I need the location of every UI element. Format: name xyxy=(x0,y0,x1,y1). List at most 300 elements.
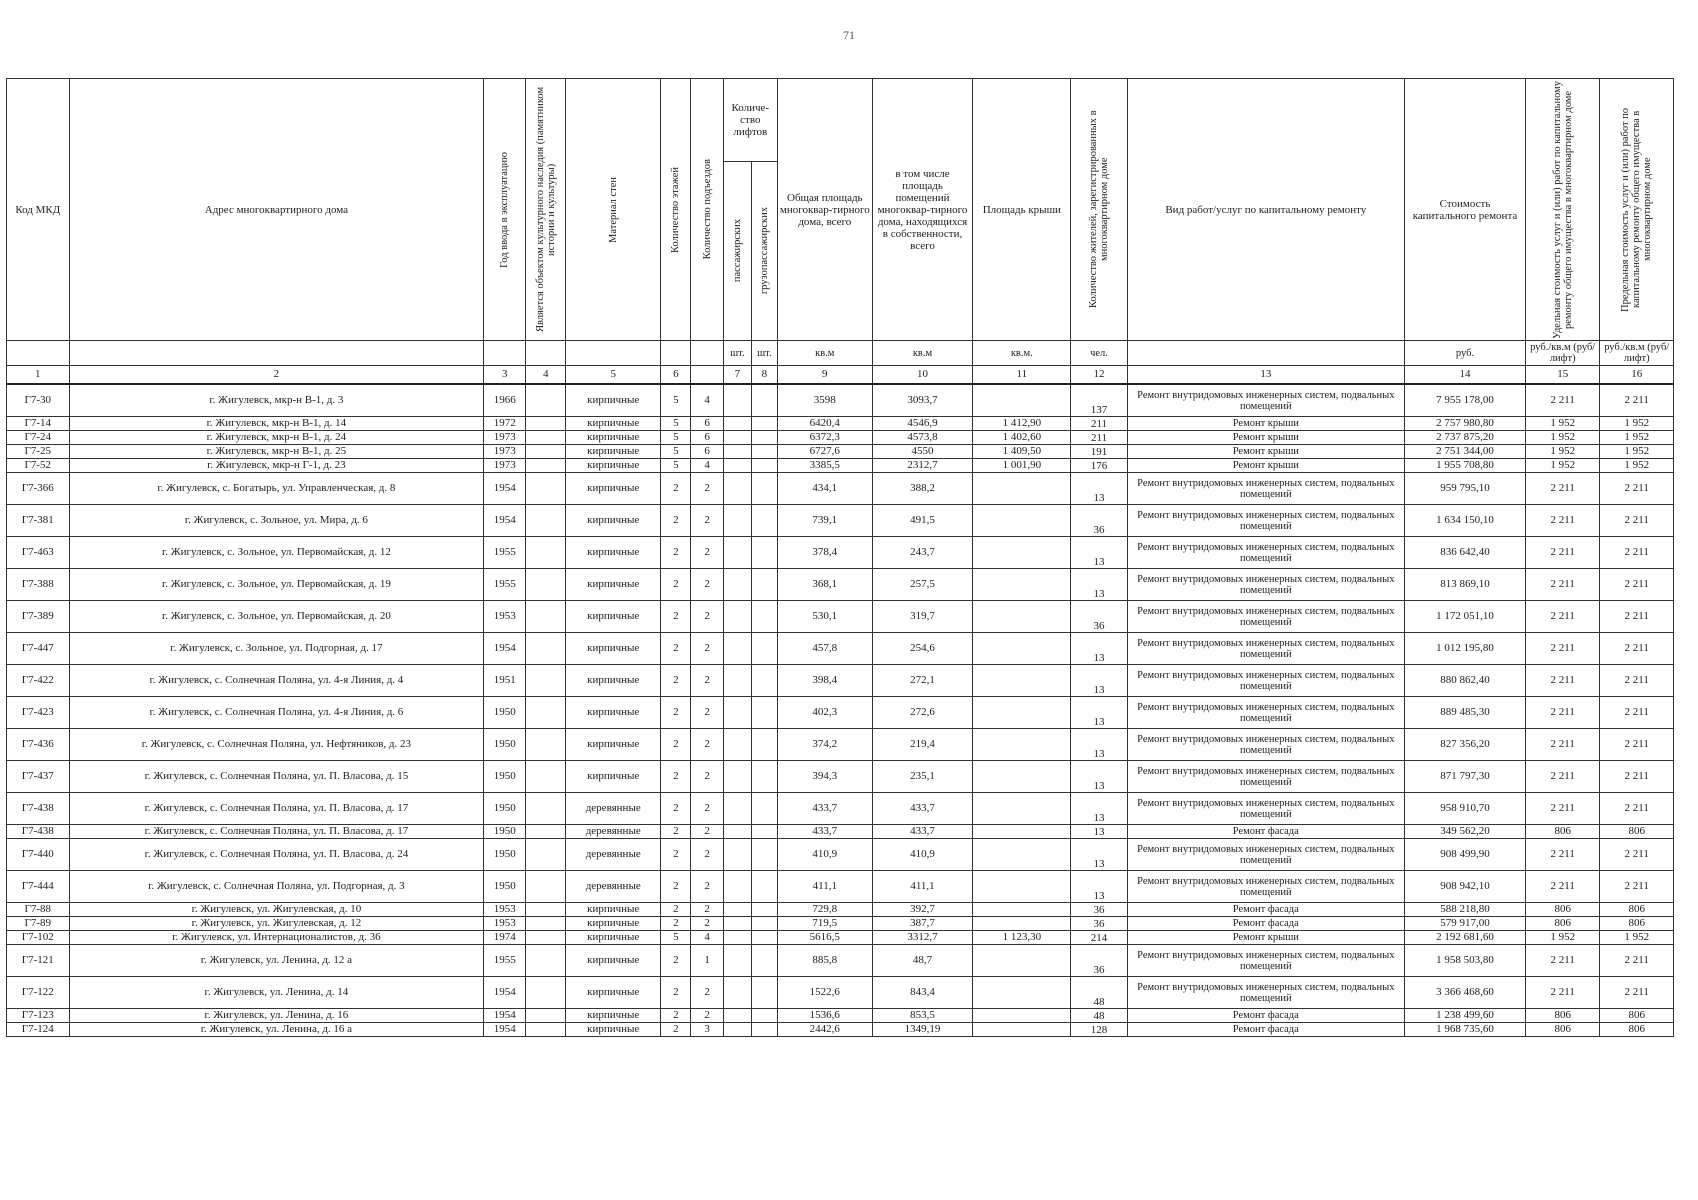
cell-lifts-pass xyxy=(723,473,751,505)
table-row xyxy=(7,903,1674,917)
cell-limit-cost: 1 952 xyxy=(1600,459,1674,473)
cell-total-area: 530,1 xyxy=(777,601,872,633)
cell-work-type: Ремонт крыши xyxy=(1127,931,1404,945)
cell-heritage xyxy=(526,697,566,729)
cell-cost: 349 562,20 xyxy=(1405,825,1526,839)
cell-lifts-cargo xyxy=(751,903,777,917)
cell-code: Г7-89 xyxy=(7,917,70,931)
header-lifts-pass: пассажирских xyxy=(723,162,751,341)
cell-residents: 137 xyxy=(1071,384,1127,417)
cell-owned-area: 272,1 xyxy=(872,665,972,697)
cell-lifts-cargo xyxy=(751,417,777,431)
cell-cost: 813 869,10 xyxy=(1405,569,1526,601)
cell-year: 1953 xyxy=(484,917,526,931)
cell-owned-area: 319,7 xyxy=(872,601,972,633)
cell-unit-cost: 806 xyxy=(1525,1023,1599,1037)
cell-code: Г7-24 xyxy=(7,431,70,445)
cell-cost: 908 499,90 xyxy=(1405,839,1526,871)
cell-owned-area: 48,7 xyxy=(872,945,972,977)
cell-entrances: 2 xyxy=(691,473,723,505)
cell-lifts-cargo xyxy=(751,977,777,1009)
cell-address: г. Жигулевск, с. Солнечная Поляна, ул. 4-я Линия, д. 4 xyxy=(69,665,484,697)
cell-floors: 2 xyxy=(661,977,691,1009)
cell-lifts-pass xyxy=(723,537,751,569)
cell-heritage xyxy=(526,505,566,537)
column-numbers-row xyxy=(7,366,1674,385)
cell-wall-material: кирпичные xyxy=(566,569,661,601)
column-number: 4 xyxy=(526,366,566,385)
cell-lifts-pass xyxy=(723,977,751,1009)
cell-year: 1973 xyxy=(484,445,526,459)
cell-wall-material: кирпичные xyxy=(566,445,661,459)
cell-heritage xyxy=(526,839,566,871)
cell-unit-cost: 2 211 xyxy=(1525,761,1599,793)
cell-roof-area xyxy=(973,761,1071,793)
column-number: 11 xyxy=(973,366,1071,385)
cell-residents: 13 xyxy=(1071,697,1127,729)
cell-unit-cost: 2 211 xyxy=(1525,839,1599,871)
cell-heritage xyxy=(526,431,566,445)
cell-owned-area: 3093,7 xyxy=(872,384,972,417)
cell-unit-cost: 806 xyxy=(1525,903,1599,917)
cell-work-type: Ремонт внутридомовых инженерных систем, подвальных помещений xyxy=(1127,633,1404,665)
cell-heritage xyxy=(526,793,566,825)
cell-roof-area: 1 402,60 xyxy=(973,431,1071,445)
page-number: 71 xyxy=(843,28,855,42)
column-number: 14 xyxy=(1405,366,1526,385)
cell-unit-cost: 2 211 xyxy=(1525,537,1599,569)
cell-owned-area: 235,1 xyxy=(872,761,972,793)
cell-residents: 36 xyxy=(1071,917,1127,931)
cell-limit-cost: 2 211 xyxy=(1600,839,1674,871)
cell-heritage xyxy=(526,903,566,917)
table-row xyxy=(7,537,1674,569)
cell-total-area: 410,9 xyxy=(777,839,872,871)
cell-year: 1950 xyxy=(484,839,526,871)
cell-total-area: 378,4 xyxy=(777,537,872,569)
table-row xyxy=(7,761,1674,793)
column-number: 16 xyxy=(1600,366,1674,385)
cell-lifts-pass xyxy=(723,903,751,917)
cell-total-area: 3598 xyxy=(777,384,872,417)
cell-lifts-pass xyxy=(723,431,751,445)
cell-year: 1972 xyxy=(484,417,526,431)
cell-entrances: 2 xyxy=(691,977,723,1009)
cell-work-type: Ремонт внутридомовых инженерных систем, подвальных помещений xyxy=(1127,761,1404,793)
cell-entrances: 4 xyxy=(691,384,723,417)
table-header xyxy=(7,79,1674,385)
cell-roof-area xyxy=(973,473,1071,505)
cell-year: 1955 xyxy=(484,537,526,569)
cell-owned-area: 843,4 xyxy=(872,977,972,1009)
cell-total-area: 5616,5 xyxy=(777,931,872,945)
table-row xyxy=(7,931,1674,945)
cell-limit-cost: 1 952 xyxy=(1600,445,1674,459)
cell-lifts-pass xyxy=(723,601,751,633)
cell-floors: 5 xyxy=(661,445,691,459)
cell-work-type: Ремонт внутридомовых инженерных систем, подвальных помещений xyxy=(1127,729,1404,761)
header-heritage: Является объектом культурного наследия (памятником истории и культуры) xyxy=(526,79,566,341)
cell-wall-material: кирпичные xyxy=(566,384,661,417)
header-entrances: Количество подъездов xyxy=(691,79,723,341)
cell-owned-area: 3312,7 xyxy=(872,931,972,945)
cell-work-type: Ремонт внутридомовых инженерных систем, подвальных помещений xyxy=(1127,665,1404,697)
cell-roof-area: 1 001,90 xyxy=(973,459,1071,473)
cell-roof-area xyxy=(973,1009,1071,1023)
cell-owned-area: 388,2 xyxy=(872,473,972,505)
cell-wall-material: кирпичные xyxy=(566,729,661,761)
cell-unit-cost: 2 211 xyxy=(1525,505,1599,537)
cell-year: 1966 xyxy=(484,384,526,417)
cell-cost: 959 795,10 xyxy=(1405,473,1526,505)
cell-owned-area: 387,7 xyxy=(872,917,972,931)
unit-roof-area: кв.м. xyxy=(973,341,1071,366)
cell-wall-material: кирпичные xyxy=(566,601,661,633)
cell-heritage xyxy=(526,601,566,633)
cell-floors: 2 xyxy=(661,793,691,825)
cell-unit-cost: 2 211 xyxy=(1525,473,1599,505)
cell-year: 1954 xyxy=(484,977,526,1009)
cell-roof-area: 1 412,90 xyxy=(973,417,1071,431)
cell-lifts-cargo xyxy=(751,459,777,473)
cell-lifts-pass xyxy=(723,761,751,793)
cell-address: г. Жигулевск, ул. Ленина, д. 14 xyxy=(69,977,484,1009)
cell-roof-area xyxy=(973,633,1071,665)
cell-code: Г7-389 xyxy=(7,601,70,633)
cell-work-type: Ремонт крыши xyxy=(1127,459,1404,473)
cell-work-type: Ремонт крыши xyxy=(1127,431,1404,445)
cell-residents: 13 xyxy=(1071,761,1127,793)
cell-floors: 2 xyxy=(661,537,691,569)
cell-wall-material: кирпичные xyxy=(566,633,661,665)
cell-entrances: 2 xyxy=(691,917,723,931)
cell-lifts-pass xyxy=(723,945,751,977)
cell-limit-cost: 2 211 xyxy=(1600,537,1674,569)
cell-unit-cost: 806 xyxy=(1525,1009,1599,1023)
cell-code: Г7-14 xyxy=(7,417,70,431)
cell-unit-cost: 2 211 xyxy=(1525,601,1599,633)
cell-wall-material: деревянные xyxy=(566,839,661,871)
cell-roof-area xyxy=(973,665,1071,697)
cell-total-area: 1522,6 xyxy=(777,977,872,1009)
cell-cost: 827 356,20 xyxy=(1405,729,1526,761)
cell-residents: 211 xyxy=(1071,431,1127,445)
cell-floors: 2 xyxy=(661,505,691,537)
cell-limit-cost: 2 211 xyxy=(1600,505,1674,537)
header-owned-area: в том числе площадь помещений многоквар-тирного дома, находящихся в собственности, всего xyxy=(872,79,972,341)
cell-lifts-cargo xyxy=(751,569,777,601)
cell-limit-cost: 2 211 xyxy=(1600,977,1674,1009)
cell-limit-cost: 1 952 xyxy=(1600,417,1674,431)
cell-cost: 3 366 468,60 xyxy=(1405,977,1526,1009)
cell-heritage xyxy=(526,871,566,903)
header-year: Год ввода в эксплуатацию xyxy=(484,79,526,341)
cell-total-area: 434,1 xyxy=(777,473,872,505)
cell-lifts-cargo xyxy=(751,945,777,977)
cell-limit-cost: 2 211 xyxy=(1600,945,1674,977)
cell-wall-material: кирпичные xyxy=(566,665,661,697)
cell-floors: 5 xyxy=(661,431,691,445)
cell-heritage xyxy=(526,931,566,945)
cell-address: г. Жигулевск, мкр-н Г-1, д. 23 xyxy=(69,459,484,473)
cell-cost: 1 968 735,60 xyxy=(1405,1023,1526,1037)
cell-entrances: 6 xyxy=(691,445,723,459)
column-number: 8 xyxy=(751,366,777,385)
table-row xyxy=(7,977,1674,1009)
cell-owned-area: 243,7 xyxy=(872,537,972,569)
cell-lifts-pass xyxy=(723,697,751,729)
cell-year: 1950 xyxy=(484,793,526,825)
cell-heritage xyxy=(526,417,566,431)
cell-floors: 2 xyxy=(661,903,691,917)
cell-lifts-pass xyxy=(723,459,751,473)
cell-floors: 2 xyxy=(661,473,691,505)
column-number: 9 xyxy=(777,366,872,385)
cell-year: 1953 xyxy=(484,601,526,633)
header-lifts: Количе-ство лифтов xyxy=(723,79,777,162)
cell-wall-material: кирпичные xyxy=(566,473,661,505)
cell-total-area: 368,1 xyxy=(777,569,872,601)
cell-code: Г7-437 xyxy=(7,761,70,793)
cell-lifts-pass xyxy=(723,665,751,697)
cell-heritage xyxy=(526,459,566,473)
cell-lifts-pass xyxy=(723,931,751,945)
cell-lifts-cargo xyxy=(751,665,777,697)
cell-work-type: Ремонт фасада xyxy=(1127,903,1404,917)
cell-floors: 5 xyxy=(661,459,691,473)
cell-floors: 5 xyxy=(661,417,691,431)
cell-unit-cost: 1 952 xyxy=(1525,431,1599,445)
cell-roof-area xyxy=(973,729,1071,761)
cell-limit-cost: 2 211 xyxy=(1600,665,1674,697)
cell-year: 1954 xyxy=(484,473,526,505)
cell-cost: 871 797,30 xyxy=(1405,761,1526,793)
cell-code: Г7-121 xyxy=(7,945,70,977)
cell-entrances: 1 xyxy=(691,945,723,977)
cell-total-area: 739,1 xyxy=(777,505,872,537)
cell-code: Г7-366 xyxy=(7,473,70,505)
cell-address: г. Жигулевск, с. Зольное, ул. Первомайская, д. 20 xyxy=(69,601,484,633)
cell-code: Г7-436 xyxy=(7,729,70,761)
cell-unit-cost: 2 211 xyxy=(1525,793,1599,825)
cell-work-type: Ремонт внутридомовых инженерных систем, подвальных помещений xyxy=(1127,871,1404,903)
cell-address: г. Жигулевск, с. Солнечная Поляна, ул. П. Власова, д. 17 xyxy=(69,793,484,825)
cell-work-type: Ремонт внутридомовых инженерных систем, подвальных помещений xyxy=(1127,839,1404,871)
cell-limit-cost: 2 211 xyxy=(1600,384,1674,417)
cell-cost: 1 634 150,10 xyxy=(1405,505,1526,537)
cell-floors: 2 xyxy=(661,729,691,761)
cell-residents: 13 xyxy=(1071,633,1127,665)
cell-entrances: 6 xyxy=(691,417,723,431)
cell-entrances: 2 xyxy=(691,601,723,633)
cell-address: г. Жигулевск, с. Солнечная Поляна, ул. Нефтяников, д. 23 xyxy=(69,729,484,761)
cell-year: 1953 xyxy=(484,903,526,917)
cell-unit-cost: 2 211 xyxy=(1525,569,1599,601)
cell-roof-area xyxy=(973,825,1071,839)
cell-year: 1954 xyxy=(484,1009,526,1023)
cell-floors: 2 xyxy=(661,633,691,665)
cell-owned-area: 219,4 xyxy=(872,729,972,761)
cell-year: 1950 xyxy=(484,697,526,729)
cell-lifts-cargo xyxy=(751,697,777,729)
cell-total-area: 1536,6 xyxy=(777,1009,872,1023)
cell-cost: 1 958 503,80 xyxy=(1405,945,1526,977)
cell-floors: 2 xyxy=(661,1023,691,1037)
cell-address: г. Жигулевск, с. Зольное, ул. Первомайская, д. 19 xyxy=(69,569,484,601)
cell-total-area: 6420,4 xyxy=(777,417,872,431)
cell-lifts-cargo xyxy=(751,871,777,903)
cell-roof-area: 1 409,50 xyxy=(973,445,1071,459)
header-lifts-cargo: грузопассажирских xyxy=(751,162,777,341)
table-row xyxy=(7,384,1674,417)
cell-roof-area xyxy=(973,839,1071,871)
cell-code: Г7-123 xyxy=(7,1009,70,1023)
cell-lifts-pass xyxy=(723,839,751,871)
table-row xyxy=(7,1023,1674,1037)
cell-residents: 36 xyxy=(1071,505,1127,537)
cell-limit-cost: 2 211 xyxy=(1600,793,1674,825)
header-cost: Стоимость капитального ремонта xyxy=(1405,79,1526,341)
cell-wall-material: кирпичные xyxy=(566,903,661,917)
cell-entrances: 2 xyxy=(691,697,723,729)
cell-roof-area xyxy=(973,505,1071,537)
cell-address: г. Жигулевск, с. Зольное, ул. Мира, д. 6 xyxy=(69,505,484,537)
table-row xyxy=(7,633,1674,665)
table-row xyxy=(7,473,1674,505)
cell-owned-area: 433,7 xyxy=(872,793,972,825)
cell-floors: 2 xyxy=(661,761,691,793)
cell-address: г. Жигулевск, с. Солнечная Поляна, ул. Подгорная, д. 3 xyxy=(69,871,484,903)
header-floors: Количество этажей xyxy=(661,79,691,341)
cell-year: 1974 xyxy=(484,931,526,945)
cell-unit-cost: 1 952 xyxy=(1525,445,1599,459)
cell-entrances: 2 xyxy=(691,793,723,825)
cell-limit-cost: 1 952 xyxy=(1600,931,1674,945)
cell-residents: 191 xyxy=(1071,445,1127,459)
cell-roof-area xyxy=(973,871,1071,903)
cell-owned-area: 257,5 xyxy=(872,569,972,601)
column-number: 7 xyxy=(723,366,751,385)
cell-total-area: 398,4 xyxy=(777,665,872,697)
cell-total-area: 719,5 xyxy=(777,917,872,931)
cell-residents: 214 xyxy=(1071,931,1127,945)
cell-floors: 2 xyxy=(661,697,691,729)
cell-work-type: Ремонт крыши xyxy=(1127,445,1404,459)
cell-cost: 1 012 195,80 xyxy=(1405,633,1526,665)
cell-year: 1950 xyxy=(484,871,526,903)
cell-lifts-cargo xyxy=(751,384,777,417)
cell-address: г. Жигулевск, ул. Ленина, д. 16 xyxy=(69,1009,484,1023)
cell-total-area: 885,8 xyxy=(777,945,872,977)
column-number: 15 xyxy=(1525,366,1599,385)
cell-floors: 2 xyxy=(661,839,691,871)
header-roof-area: Площадь крыши xyxy=(973,79,1071,341)
unit-owned-area: кв.м xyxy=(872,341,972,366)
cell-address: г. Жигулевск, мкр-н В-1, д. 25 xyxy=(69,445,484,459)
cell-lifts-cargo xyxy=(751,537,777,569)
cell-total-area: 402,3 xyxy=(777,697,872,729)
cell-residents: 13 xyxy=(1071,871,1127,903)
cell-year: 1950 xyxy=(484,729,526,761)
cell-heritage xyxy=(526,445,566,459)
cell-address: г. Жигулевск, с. Солнечная Поляна, ул. П. Власова, д. 15 xyxy=(69,761,484,793)
cell-year: 1950 xyxy=(484,761,526,793)
cell-entrances: 2 xyxy=(691,633,723,665)
cell-unit-cost: 2 211 xyxy=(1525,697,1599,729)
cell-code: Г7-124 xyxy=(7,1023,70,1037)
cell-heritage xyxy=(526,633,566,665)
cell-heritage xyxy=(526,917,566,931)
cell-heritage xyxy=(526,945,566,977)
cell-lifts-cargo xyxy=(751,825,777,839)
column-number: 13 xyxy=(1127,366,1404,385)
table-row xyxy=(7,505,1674,537)
table-row xyxy=(7,917,1674,931)
cell-limit-cost: 2 211 xyxy=(1600,601,1674,633)
cell-address: г. Жигулевск, ул. Ленина, д. 12 а xyxy=(69,945,484,977)
cell-code: Г7-444 xyxy=(7,871,70,903)
cell-residents: 13 xyxy=(1071,569,1127,601)
cell-heritage xyxy=(526,977,566,1009)
cell-work-type: Ремонт внутридомовых инженерных систем, подвальных помещений xyxy=(1127,505,1404,537)
cell-owned-area: 411,1 xyxy=(872,871,972,903)
cell-wall-material: кирпичные xyxy=(566,945,661,977)
cell-lifts-cargo xyxy=(751,761,777,793)
cell-owned-area: 410,9 xyxy=(872,839,972,871)
cell-residents: 13 xyxy=(1071,473,1127,505)
cell-code: Г7-30 xyxy=(7,384,70,417)
cell-wall-material: кирпичные xyxy=(566,1009,661,1023)
cell-cost: 579 917,00 xyxy=(1405,917,1526,931)
cell-lifts-pass xyxy=(723,1023,751,1037)
cell-total-area: 374,2 xyxy=(777,729,872,761)
cell-total-area: 3385,5 xyxy=(777,459,872,473)
cell-year: 1973 xyxy=(484,459,526,473)
cell-entrances: 2 xyxy=(691,761,723,793)
cell-cost: 1 955 708,80 xyxy=(1405,459,1526,473)
cell-lifts-pass xyxy=(723,505,751,537)
cell-address: г. Жигулевск, с. Зольное, ул. Подгорная, д. 17 xyxy=(69,633,484,665)
cell-wall-material: кирпичные xyxy=(566,977,661,1009)
cell-entrances: 6 xyxy=(691,431,723,445)
cell-unit-cost: 2 211 xyxy=(1525,945,1599,977)
cell-floors: 2 xyxy=(661,601,691,633)
cell-code: Г7-25 xyxy=(7,445,70,459)
cell-year: 1951 xyxy=(484,665,526,697)
cell-address: г. Жигулевск, с. Солнечная Поляна, ул. П. Власова, д. 24 xyxy=(69,839,484,871)
cell-year: 1954 xyxy=(484,633,526,665)
unit-lifts-cargo: шт. xyxy=(751,341,777,366)
cell-roof-area xyxy=(973,793,1071,825)
column-number: 10 xyxy=(872,366,972,385)
cell-residents: 13 xyxy=(1071,839,1127,871)
units-row xyxy=(7,341,1674,366)
cell-floors: 2 xyxy=(661,569,691,601)
cell-address: г. Жигулевск, с. Зольное, ул. Первомайская, д. 12 xyxy=(69,537,484,569)
cell-entrances: 2 xyxy=(691,665,723,697)
column-number: 5 xyxy=(566,366,661,385)
cell-work-type: Ремонт фасада xyxy=(1127,917,1404,931)
cell-residents: 128 xyxy=(1071,1023,1127,1037)
cell-year: 1954 xyxy=(484,505,526,537)
cell-code: Г7-423 xyxy=(7,697,70,729)
cell-cost: 588 218,80 xyxy=(1405,903,1526,917)
cell-year: 1950 xyxy=(484,825,526,839)
cell-work-type: Ремонт крыши xyxy=(1127,417,1404,431)
cell-cost: 958 910,70 xyxy=(1405,793,1526,825)
cell-owned-area: 272,6 xyxy=(872,697,972,729)
cell-roof-area xyxy=(973,697,1071,729)
